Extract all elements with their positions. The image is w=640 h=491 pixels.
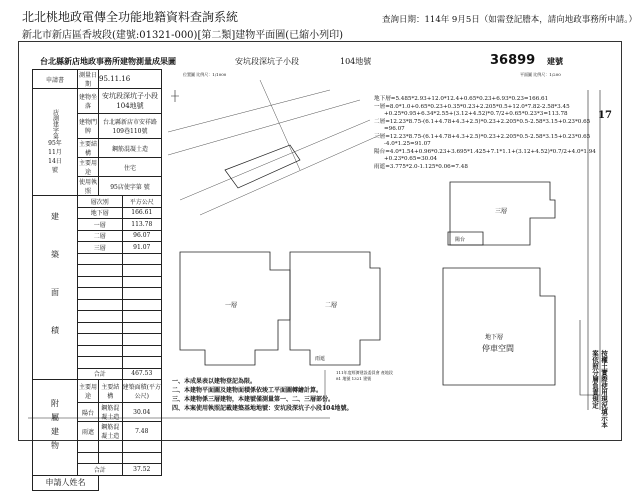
note: 四、本案使用執照記載建築基地地號：安坑段深坑子小段104地號。 [172, 405, 353, 412]
permit-no: 號 [51, 167, 58, 174]
formula: +0.23*0.65=30.04 [384, 156, 438, 162]
area-title: 建築面積 [33, 196, 78, 380]
aux-use: 雨遮 [78, 422, 99, 441]
row-value: 住宅 [99, 158, 162, 177]
basement-outline [443, 268, 555, 385]
aux-head: 建築面積(平方公尺) [122, 380, 161, 403]
aux-structure: 鋼筋混凝土造 [99, 403, 123, 422]
total-area: 467.53 [122, 368, 161, 380]
formula: 三層=12.23*8.75-(6.1+4.78+4.3+2.5)*0.23+2.205*0.5-2.58*3.15+0.23*0.65 [374, 133, 591, 140]
canopy-label: 雨遮 [315, 356, 326, 362]
aux-head: 主要用途 [78, 380, 99, 403]
aux-area: 7.48 [122, 422, 161, 441]
apply-label: 申請書 [33, 70, 78, 89]
query-date: 查詢日期：114年 9月5日（如需登記謄本，請向地政事務所申請。） [382, 15, 637, 25]
row-value: 台北縣新店市安祥路109巷110號 [99, 114, 162, 139]
row-label: 主要用途 [78, 158, 99, 177]
area-head: 平方公尺 [122, 196, 161, 208]
section-name: 安坑段深坑子小段 [235, 57, 299, 66]
formula: 一層=8.0*1.0+0.65*0.23+0.35*0.23+2.205*0.5+12.0*7.82-2.58*3.45 [374, 103, 570, 110]
aux-total-label: 合計 [78, 464, 123, 476]
note: 一、本成果表以建物登記為限。 [172, 378, 257, 385]
floor3-label: 三層 [495, 208, 508, 215]
building-number: 36899 [490, 53, 536, 68]
row-label: 建物坐落 [78, 89, 99, 114]
row-label: 建物門牌 [78, 114, 99, 139]
floor3-balcony [448, 232, 483, 245]
formula: +0.25*0.95+6.34*2.55+(3.12+4.52)*0.7/2+0.65*0.23*3=113.78 [384, 111, 568, 117]
row-value: 安坑段深坑子小段104地號 [99, 89, 162, 114]
survey-date-label: 測量日期 [78, 70, 99, 89]
aux-title: 附屬建物 [33, 380, 78, 476]
row-value: 鋼筋混凝土造 [99, 139, 162, 158]
stamp: 111年度經濟建設委員會 產地段 81 地號 1321 建號 [336, 370, 393, 381]
total-label: 合計 [78, 368, 123, 380]
formula: 地下層=5.485*2.93+12.0*12.4+0.65*0.23+6.93*0.23=166.61 [374, 96, 549, 102]
note: 二、本建物平面圖及建物面積係依竣工平面圖轉繪計算。 [172, 387, 323, 394]
permit-label: 店測建字第 [51, 109, 59, 139]
page-number: 17 [598, 110, 612, 121]
floor-area: 113.78 [122, 219, 161, 231]
north-arrow-icon [171, 90, 179, 102]
floor2-label: 二層 [325, 302, 338, 309]
app-title: 北北桃地政電傳全功能地籍資料查詢系統 [22, 10, 239, 24]
aux-total: 37.52 [122, 464, 161, 476]
survey-date: 95.11.16 [99, 70, 162, 89]
row-label: 使用執照 [78, 177, 99, 196]
aux-area: 30.04 [122, 403, 161, 422]
balcony-label: 陽台 [455, 237, 466, 243]
formula: 雨遮=3.775*2.0-1.125*0.06=7.48 [374, 163, 468, 170]
building-number-label: 建號 [547, 56, 563, 66]
row-value: 95店使字第 號 [99, 177, 162, 196]
floor1-label: 一層 [225, 302, 238, 309]
lot-number: 104地號 [340, 57, 372, 66]
row-label: 主要結構 [78, 139, 99, 158]
notes [172, 376, 353, 412]
formula: -4.0*1.25=91.07 [384, 141, 431, 147]
location-lot [225, 145, 300, 188]
formula: 陽台=4.0*1.54+0.96*0.23+3.695*1.425+7.1*1.1+(3.12+4.52)*0.7/2+4.0*1.94 [374, 148, 596, 155]
applicant-label: 申請人姓名 [33, 475, 99, 490]
aux-structure: 鋼筋混凝土造 [99, 422, 123, 441]
permit-year: 95年 [48, 140, 62, 147]
aux-use: 陽台 [78, 403, 99, 422]
aux-head: 主要結構 [99, 380, 123, 403]
basement-label: 地下層 [485, 334, 504, 341]
floor-name: 三層 [78, 242, 123, 254]
location-map-lines [168, 80, 380, 215]
parking-label: 停車空間 [482, 344, 514, 353]
floor-name: 二層 [78, 230, 123, 242]
formula: =96.07 [384, 126, 405, 132]
plan-scale: 平面圖 比例尺：1/200 [520, 72, 561, 77]
floor-area: 91.07 [122, 242, 161, 254]
floor-area: 96.07 [122, 230, 161, 242]
floor-name: 一層 [78, 219, 123, 231]
area-head: 層次別 [78, 196, 123, 208]
floor-area: 166.61 [122, 207, 161, 219]
location-scale: 位置圖 比例尺：1/1000 [183, 72, 227, 77]
floor-name: 地下層 [78, 207, 123, 219]
note: 三、本建物係三層建物，本建號僅測量第一、二、三層部份。 [172, 396, 335, 403]
formula: 二層=12.23*8.75-(6.1+4.78+4.3+2.5)*0.23+2.205*0.5-2.58*3.15+0.23*0.65 [374, 118, 591, 125]
permit-day: 14日 [48, 158, 62, 165]
side-note: 按權土實際使用現況填示本案依照分層負責規定 [591, 350, 608, 428]
document-subtitle: 新北市新店區香坡段(建號:01321-000)[第二類]建物平面圖(已縮小列印) [22, 30, 344, 41]
office-title: 台北縣新店地政事務所建物測量成果圖 [40, 56, 176, 66]
permit-month: 11月 [48, 149, 62, 156]
